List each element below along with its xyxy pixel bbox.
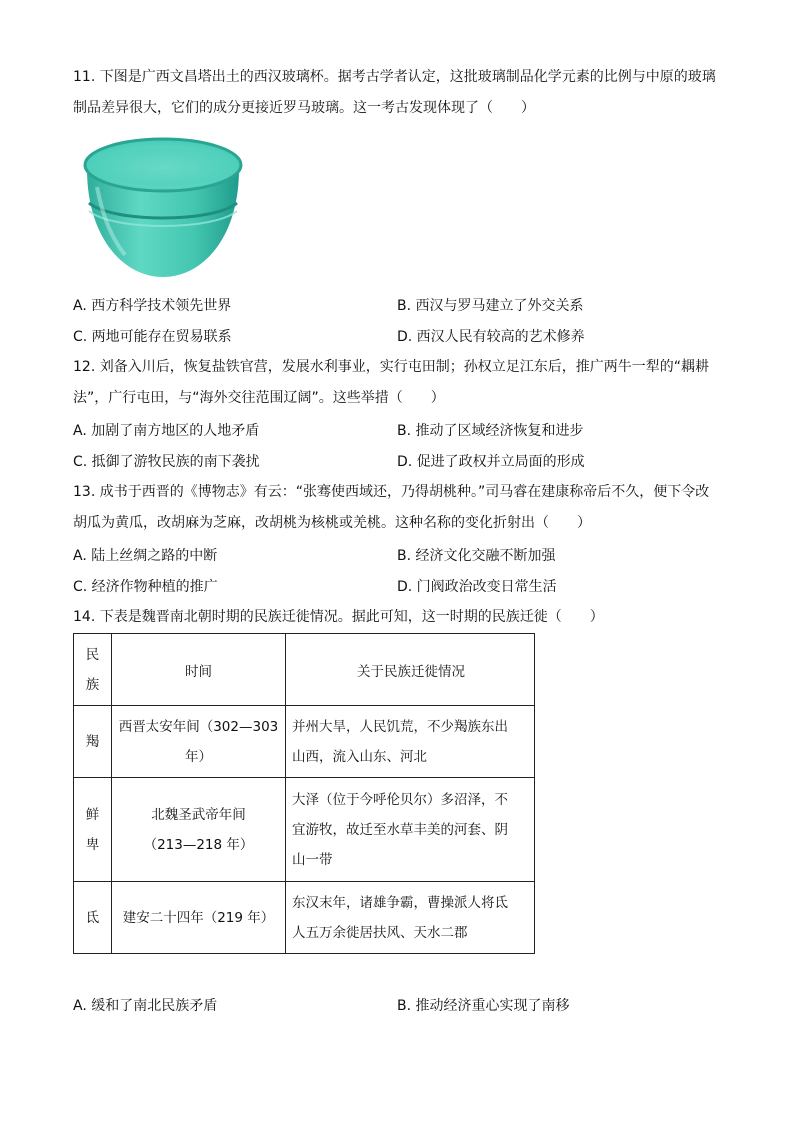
q13-option-d[interactable]: D. 门阀政治改变日常生活 (397, 579, 557, 595)
q12-option-d[interactable]: D. 促进了政权并立局面的形成 (397, 454, 585, 470)
table-row (74, 882, 535, 954)
row-time: 北魏圣武帝年间 （213—218 年） (112, 778, 286, 882)
table-row (74, 706, 535, 778)
glass-cup-illustration (73, 127, 253, 282)
row-ethnic: 鲜 卑 (74, 778, 112, 882)
q13-stem: 13. 成书于西晋的《博物志》有云：“张骞使西域还，乃得胡桃种。”司马睿在建康称帝后不久，便下令改胡瓜为黄瓜，改胡麻为芝麻，改胡桃为核桃或羌桃。这种名称的变化折射出（ ） (73, 484, 710, 531)
migration-table (73, 633, 535, 954)
q13-option-a[interactable]: A. 陆上丝绸之路的中断 (73, 548, 218, 564)
q11-option-c[interactable]: C. 两地可能存在贸易联系 (73, 329, 232, 345)
row-desc: 东汉末年，诸雄争霸，曹操派人将氐 人五万余徙居扶风、天水二郡 (286, 882, 535, 954)
q12-option-b[interactable]: B. 推动了区域经济恢复和进步 (397, 423, 584, 439)
q13-option-b[interactable]: B. 经济文化交融不断加强 (397, 548, 556, 564)
q14-option-a[interactable]: A. 缓和了南北民族矛盾 (73, 998, 218, 1014)
table-header-row (74, 634, 535, 706)
q11-stem: 11. 下图是广西文昌塔出土的西汉玻璃杯。据考古学者认定，这批玻璃制品化学元素的比例与中原的玻璃制品差异很大，它们的成分更接近罗马玻璃。这一考古发现体现了（ ） (73, 69, 716, 116)
q14-stem: 14. 下表是魏晋南北朝时期的民族迁徙情况。据此可知，这一时期的民族迁徙（ ） (73, 609, 604, 625)
q12-option-c[interactable]: C. 抵御了游牧民族的南下袭扰 (73, 454, 260, 470)
q14-option-b[interactable]: B. 推动经济重心实现了南移 (397, 998, 570, 1014)
row-ethnic: 氐 (74, 882, 112, 954)
q11-option-a[interactable]: A. 西方科学技术领先世界 (73, 298, 232, 314)
row-time: 西晋太安年间（302—303 年） (112, 706, 286, 778)
row-time: 建安二十四年（219 年） (112, 882, 286, 954)
q13-option-c[interactable]: C. 经济作物种植的推广 (73, 579, 218, 595)
row-desc: 大泽（位于今呼伦贝尔）多沼泽，不 宜游牧，故迁至水草丰美的河套、阴 山一带 (286, 778, 535, 882)
glass-cup-image (73, 127, 253, 282)
header-desc: 关于民族迁徙情况 (286, 634, 535, 706)
q11-option-d[interactable]: D. 西汉人民有较高的艺术修养 (397, 329, 585, 345)
q12-stem: 12. 刘备入川后，恢复盐铁官营，发展水利事业，实行屯田制；孙权立足江东后，推广两牛一犁的“耦耕法”，广行屯田，与“海外交往范围辽阔”。这些举措（ ） (73, 359, 709, 406)
header-ethnic: 民 族 (74, 634, 112, 706)
q11-option-b[interactable]: B. 西汉与罗马建立了外交关系 (397, 298, 584, 314)
row-ethnic: 羯 (74, 706, 112, 778)
header-time: 时间 (112, 634, 286, 706)
table-row (74, 778, 535, 882)
row-desc: 并州大旱，人民饥荒，不少羯族东出 山西，流入山东、河北 (286, 706, 535, 778)
q12-option-a[interactable]: A. 加剧了南方地区的人地矛盾 (73, 423, 260, 439)
